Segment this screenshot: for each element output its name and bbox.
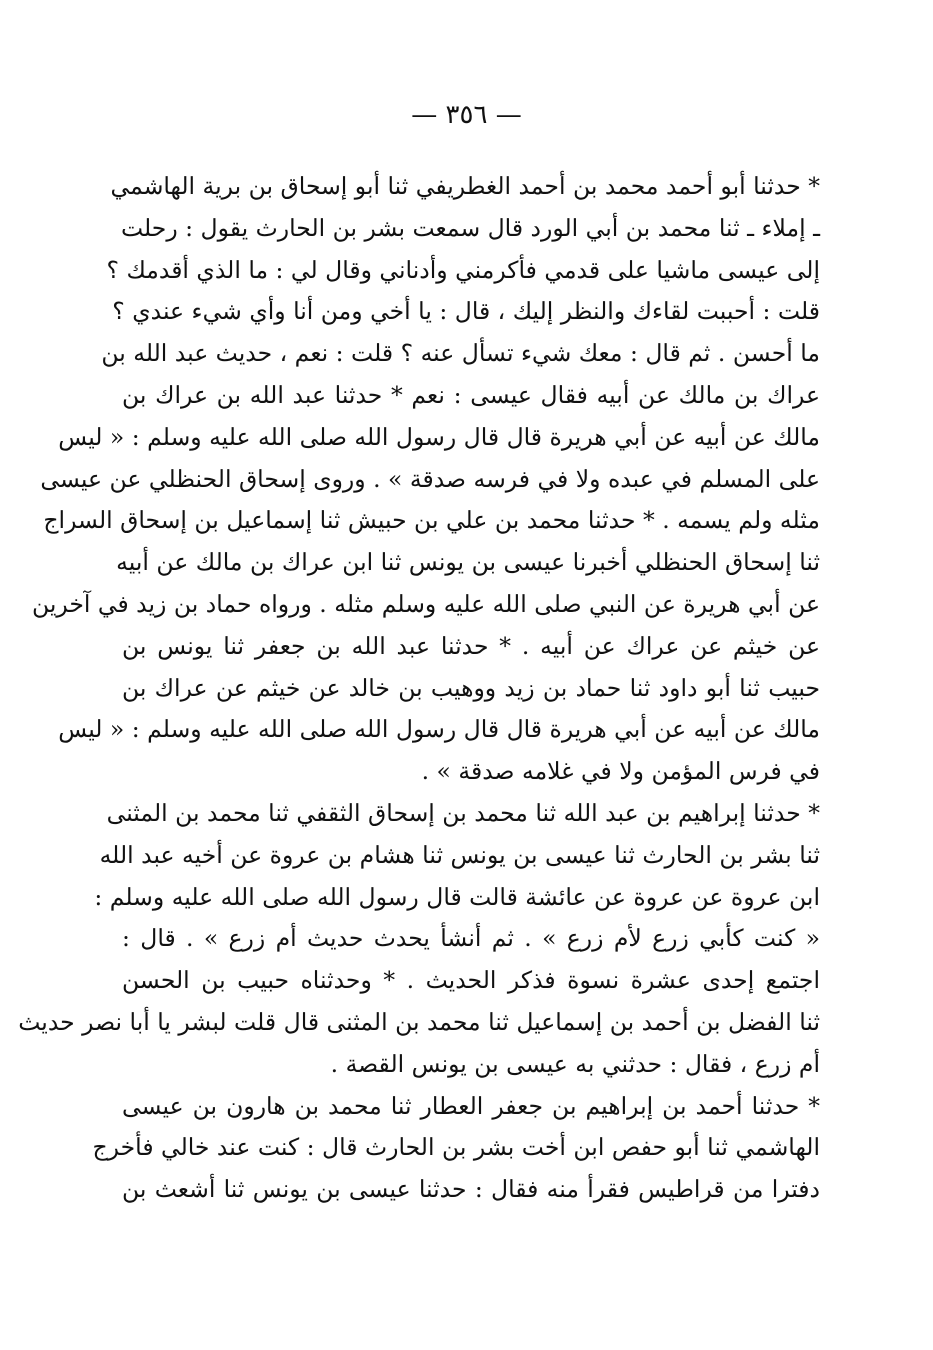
text-line: ثنا الفضل بن أحمد بن إسماعيل ثنا محمد بن المثنى قال قلت لبشر يا أبا نصر حديث: [18, 1007, 820, 1036]
text-line: إلى عيسى ماشيا على قدمي فأكرمني وأدناني وقال لي : ما الذي أقدمك ؟: [106, 255, 820, 284]
text-line: ما أحسن . ثم قال : معك شيء تسأل عنه ؟ قلت : نعم ، حديث عبد الله بن: [101, 339, 820, 368]
text-line: على المسلم في عبده ولا في فرسه صدقة » . وروى إسحاق الحنظلي عن عيسى: [40, 464, 820, 493]
text-line: أم زرع ، فقال : حدثني به عيسى بن يونس القصة .: [330, 1049, 820, 1078]
text-line: مثله ولم يسمه . * حدثنا محمد بن علي بن حبيش ثنا إسماعيل بن إسحاق السراج: [43, 506, 820, 535]
text-line: عراك بن مالك عن أبيه فقال عيسى : نعم * حدثنا عبد الله بن عراك بن: [122, 380, 820, 409]
text-line: الهاشمي ثنا أبو حفص ابن أخت بشر بن الحارث قال : كنت عند خالي فأخرج: [92, 1133, 820, 1162]
text-line: * حدثنا أحمد بن إبراهيم بن جعفر العطار ثنا محمد بن هارون بن عيسى: [122, 1091, 820, 1120]
text-line: ثنا إسحاق الحنظلي أخبرنا عيسى بن يونس ثنا ابن عراك بن مالك عن أبيه: [116, 548, 820, 577]
text-line: قلت : أحببت لقاءك والنظر إليك ، قال : يا أخي ومن أنا وأي شيء عندي ؟: [112, 297, 820, 326]
page-number: — ٣٥٦ —: [411, 100, 522, 130]
text-line: اجتمع إحدى عشرة نسوة فذكر الحديث . * وحدثناه حبيب بن الحسن: [122, 966, 820, 995]
text-line: ثنا بشر بن الحارث ثنا عيسى بن يونس ثنا هشام بن عروة عن أخيه عبد الله: [99, 840, 820, 869]
text-line: في فرس المؤمن ولا في غلامه صدقة » .: [421, 757, 820, 786]
text-body: [18, 166, 820, 1211]
text-line: عن خيثم عن عراك عن أبيه . * حدثنا عبد الله بن جعفر ثنا يونس بن: [122, 631, 820, 660]
text-line: ابن عروة عن عروة عن عائشة قالت قال رسول الله صلى الله عليه وسلم :: [94, 882, 820, 911]
text-line: ـ إملاء ـ ثنا محمد بن أبي الورد قال سمعت بشر بن الحارث يقول : رحلت: [120, 213, 820, 242]
text-line: * حدثنا إبراهيم بن عبد الله ثنا محمد بن إسحاق الثقفي ثنا محمد بن المثنى: [106, 798, 820, 827]
text-line: « كنت كأبي زرع لأم زرع » . ثم أنشأ يحدث حديث أم زرع » . قال :: [122, 924, 820, 953]
text-line: مالك عن أبيه عن أبي هريرة قال قال رسول الله صلى الله عليه وسلم : « ليس: [58, 422, 820, 451]
text-line: دفترا من قراطيس فقرأ منه فقال : حدثنا عيسى بن يونس ثنا أشعث بن: [122, 1175, 820, 1204]
text-line: حبيب ثنا أبو داود ثنا حماد بن زيد ووهيب بن خالد عن خيثم عن عراك بن: [122, 673, 820, 702]
text-line: * حدثنا أبو أحمد محمد بن أحمد الغطريفي ثنا أبو إسحاق بن برية الهاشمي: [110, 172, 820, 200]
text-line: مالك عن أبيه عن أبي هريرة قال قال رسول الله صلى الله عليه وسلم : « ليس: [58, 715, 820, 744]
text-line: عن أبي هريرة عن النبي صلى الله عليه وسلم مثله . ورواه حماد بن زيد في آخرين: [31, 589, 820, 618]
